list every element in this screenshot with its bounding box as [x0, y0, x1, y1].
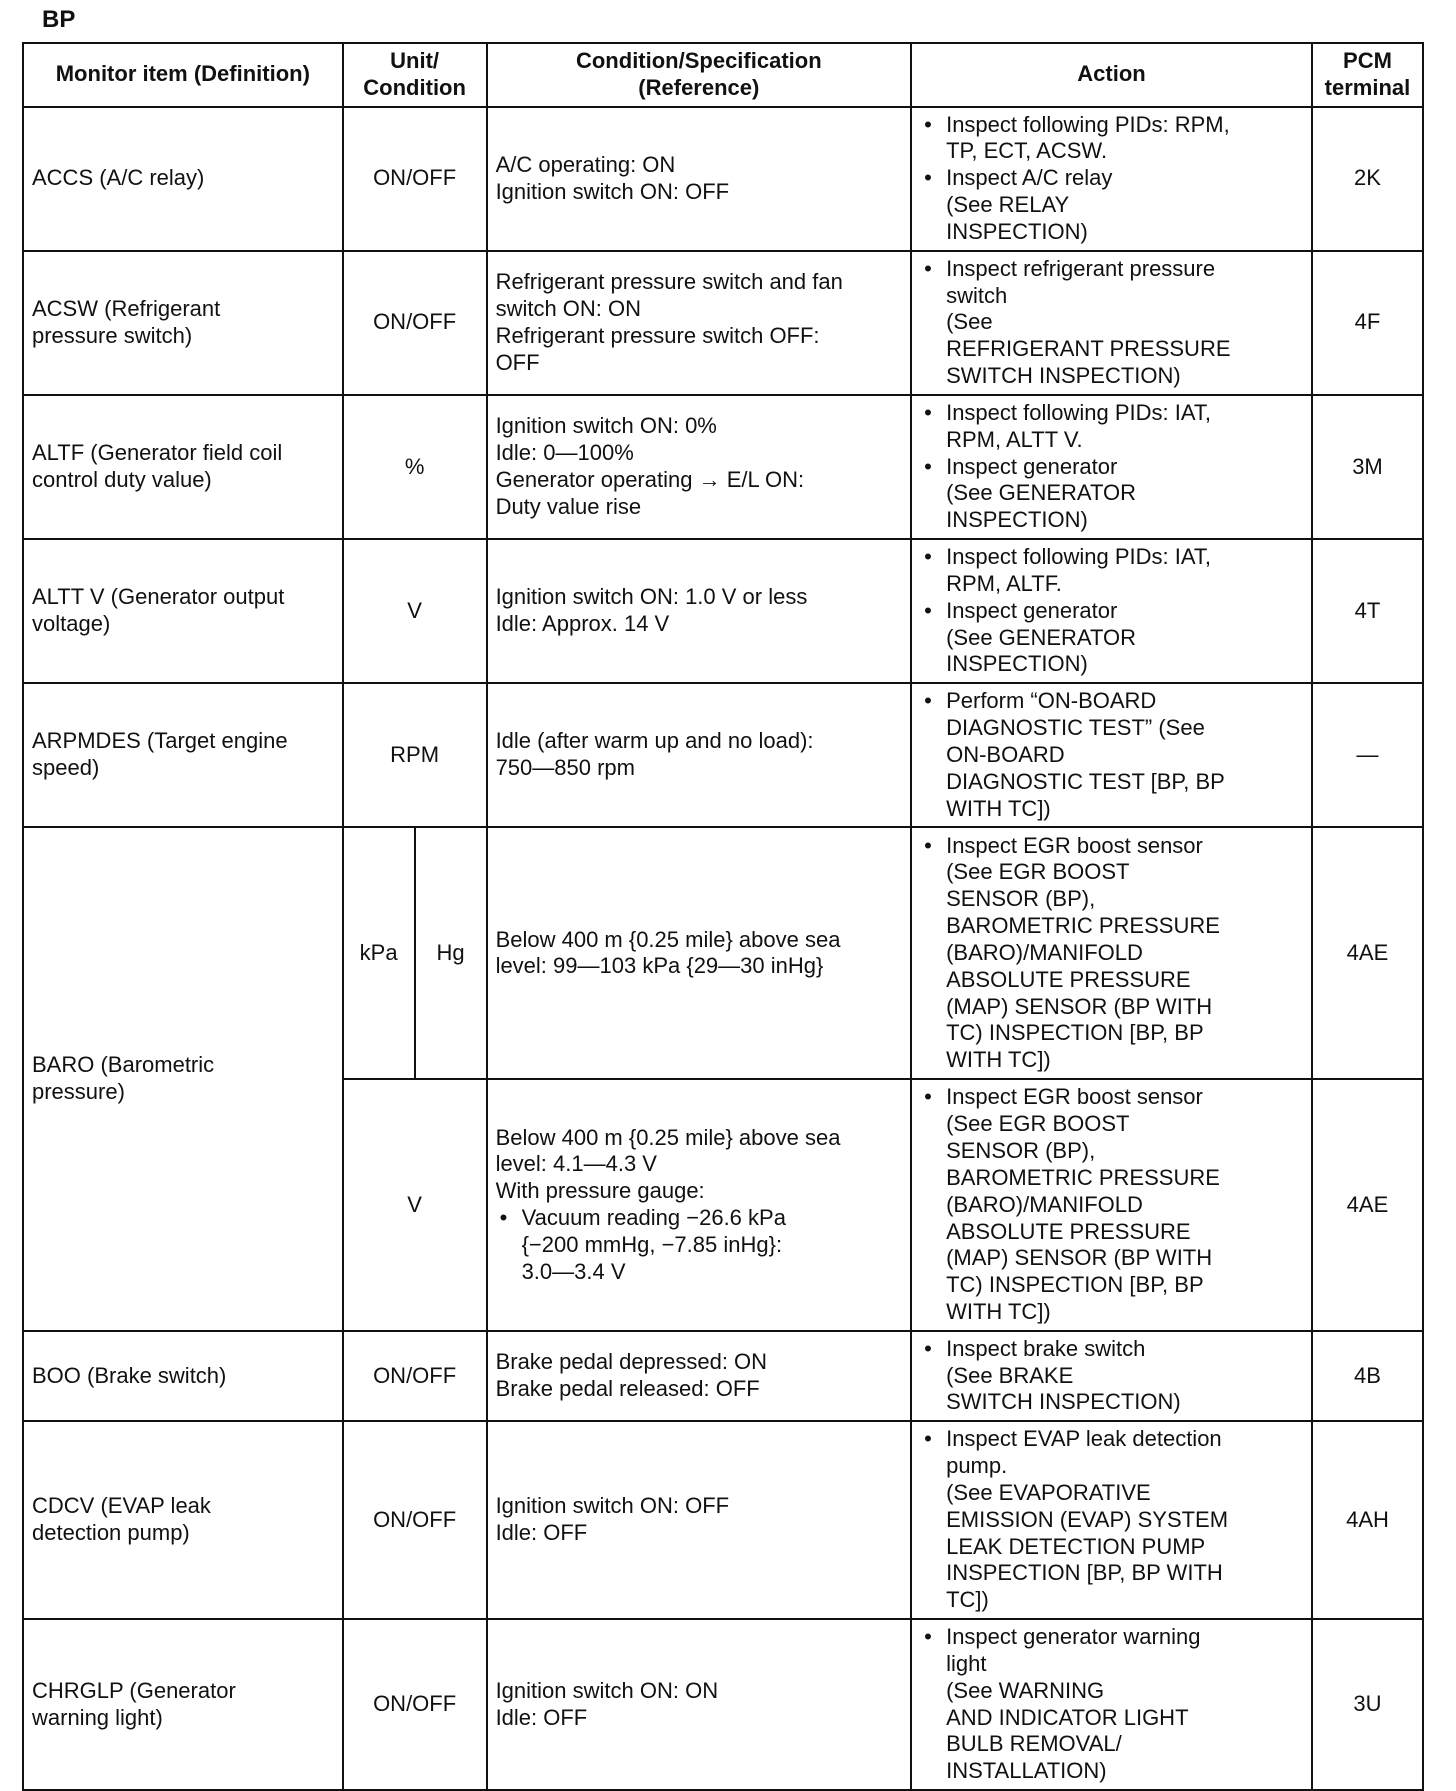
- action-cell: [911, 1079, 1312, 1330]
- pcm-terminal: 4T: [1312, 539, 1423, 683]
- action-bullet: • Inspect following PIDs: RPM, TP, ECT, ACSW.: [920, 112, 1303, 166]
- monitor-item: BARO (Barometric pressure): [23, 827, 343, 1330]
- action-cell: [911, 395, 1312, 539]
- unit-kpa: kPa: [343, 827, 415, 1079]
- pcm-terminal: 3U: [1312, 1619, 1423, 1790]
- condition-spec: Below 400 m {0.25 mile} above sea level: 99—103 kPa {29—30 inHg}: [487, 827, 912, 1079]
- header-action: Action: [911, 43, 1312, 107]
- unit-condition: ON/OFF: [343, 1331, 487, 1421]
- header-monitor-item: Monitor item (Definition): [23, 43, 343, 107]
- unit-condition: ON/OFF: [343, 251, 487, 395]
- unit-condition: V: [343, 1079, 487, 1330]
- table-row: [23, 1421, 1423, 1619]
- unit-condition: ON/OFF: [343, 107, 487, 251]
- action-cell: [911, 107, 1312, 251]
- table-row: [23, 683, 1423, 827]
- monitor-table: [22, 42, 1424, 1791]
- monitor-item: BOO (Brake switch): [23, 1331, 343, 1421]
- action-bullet: • Inspect A/C relay (See RELAY INSPECTION): [920, 165, 1303, 245]
- table-row: [23, 1331, 1423, 1421]
- condition-spec: Ignition switch ON: 1.0 V or less Idle: Approx. 14 V: [487, 539, 912, 683]
- monitor-item: ALTF (Generator field coil control duty value): [23, 395, 343, 539]
- action-bullet: • Inspect generator (See GENERATOR INSPECTION): [920, 598, 1303, 678]
- condition-bullet: • Vacuum reading −26.6 kPa {−200 mmHg, −7.85 inHg}: 3.0—3.4 V: [496, 1205, 903, 1285]
- pcm-terminal: —: [1312, 683, 1423, 827]
- monitor-item: ALTT V (Generator output voltage): [23, 539, 343, 683]
- table-header-row: [23, 43, 1423, 107]
- condition-spec: Ignition switch ON: 0% Idle: 0—100% Generator operating → E/L ON: Duty value rise: [487, 395, 912, 539]
- pcm-terminal: 4AE: [1312, 827, 1423, 1079]
- unit-hg: Hg: [415, 827, 487, 1079]
- action-cell: [911, 539, 1312, 683]
- condition-spec: Ignition switch ON: ON Idle: OFF: [487, 1619, 912, 1790]
- unit-condition: ON/OFF: [343, 1619, 487, 1790]
- monitor-item: ACCS (A/C relay): [23, 107, 343, 251]
- monitor-item: CDCV (EVAP leak detection pump): [23, 1421, 343, 1619]
- action-bullet: • Inspect following PIDs: IAT, RPM, ALTT V.: [920, 400, 1303, 454]
- condition-spec: Ignition switch ON: OFF Idle: OFF: [487, 1421, 912, 1619]
- action-cell: [911, 827, 1312, 1079]
- pcm-terminal: 3M: [1312, 395, 1423, 539]
- action-bullet: • Inspect generator (See GENERATOR INSPECTION): [920, 454, 1303, 534]
- action-bullet: • Perform “ON-BOARD DIAGNOSTIC TEST” (See ON-BOARD DIAGNOSTIC TEST [BP, BP WITH TC]): [920, 688, 1303, 822]
- table-row: [23, 1619, 1423, 1790]
- pcm-terminal: 4AE: [1312, 1079, 1423, 1330]
- condition-spec: Idle (after warm up and no load): 750—850 rpm: [487, 683, 912, 827]
- condition-spec: A/C operating: ON Ignition switch ON: OFF: [487, 107, 912, 251]
- monitor-item: CHRGLP (Generator warning light): [23, 1619, 343, 1790]
- table-row: [23, 251, 1423, 395]
- action-cell: [911, 1421, 1312, 1619]
- header-condition-specification: Condition/Specification (Reference): [487, 43, 912, 107]
- action-bullet: • Inspect EGR boost sensor (See EGR BOOST SENSOR (BP), BAROMETRIC PRESSURE (BARO)/MANIFOLD ABSOLUTE PRESSURE (MAP) SENSOR (BP WITH TC) INSPECTION [BP, BP WITH TC]): [920, 1084, 1303, 1325]
- section-title: BP: [42, 6, 76, 33]
- unit-condition: RPM: [343, 683, 487, 827]
- action-cell: [911, 251, 1312, 395]
- pcm-terminal: 4F: [1312, 251, 1423, 395]
- action-cell: [911, 683, 1312, 827]
- header-unit-condition: Unit/ Condition: [343, 43, 487, 107]
- action-bullet: • Inspect following PIDs: IAT, RPM, ALTF.: [920, 544, 1303, 598]
- action-cell: [911, 1331, 1312, 1421]
- pcm-terminal: 4B: [1312, 1331, 1423, 1421]
- pcm-terminal: 2K: [1312, 107, 1423, 251]
- unit-condition: ON/OFF: [343, 1421, 487, 1619]
- header-pcm-terminal: PCM terminal: [1312, 43, 1423, 107]
- table-row: [23, 827, 1423, 1079]
- unit-condition: V: [343, 539, 487, 683]
- condition-spec: Brake pedal depressed: ON Brake pedal released: OFF: [487, 1331, 912, 1421]
- pcm-terminal: 4AH: [1312, 1421, 1423, 1619]
- condition-spec: Below 400 m {0.25 mile} above sea level: 4.1—4.3 V With pressure gauge: • Vacuum reading −26.6 kPa {−200 mmHg, −7.85 inHg}: 3.0—3.4 V: [487, 1079, 912, 1330]
- action-bullet: • Inspect EVAP leak detection pump. (See EVAPORATIVE EMISSION (EVAP) SYSTEM LEAK DETECTION PUMP INSPECTION [BP, BP WITH TC]): [920, 1426, 1303, 1614]
- action-cell: [911, 1619, 1312, 1790]
- condition-spec: Refrigerant pressure switch and fan switch ON: ON Refrigerant pressure switch OFF: OFF: [487, 251, 912, 395]
- action-bullet: • Inspect brake switch (See BRAKE SWITCH INSPECTION): [920, 1336, 1303, 1416]
- table-row: [23, 539, 1423, 683]
- action-bullet: • Inspect EGR boost sensor (See EGR BOOST SENSOR (BP), BAROMETRIC PRESSURE (BARO)/MANIFOLD ABSOLUTE PRESSURE (MAP) SENSOR (BP WITH TC) INSPECTION [BP, BP WITH TC]): [920, 833, 1303, 1074]
- table-row: [23, 107, 1423, 251]
- action-bullet: • Inspect refrigerant pressure switch (See REFRIGERANT PRESSURE SWITCH INSPECTION): [920, 256, 1303, 390]
- unit-condition: %: [343, 395, 487, 539]
- monitor-item: ARPMDES (Target engine speed): [23, 683, 343, 827]
- monitor-item: ACSW (Refrigerant pressure switch): [23, 251, 343, 395]
- action-bullet: • Inspect generator warning light (See WARNING AND INDICATOR LIGHT BULB REMOVAL/ INSTALLATION): [920, 1624, 1303, 1785]
- table-row: [23, 395, 1423, 539]
